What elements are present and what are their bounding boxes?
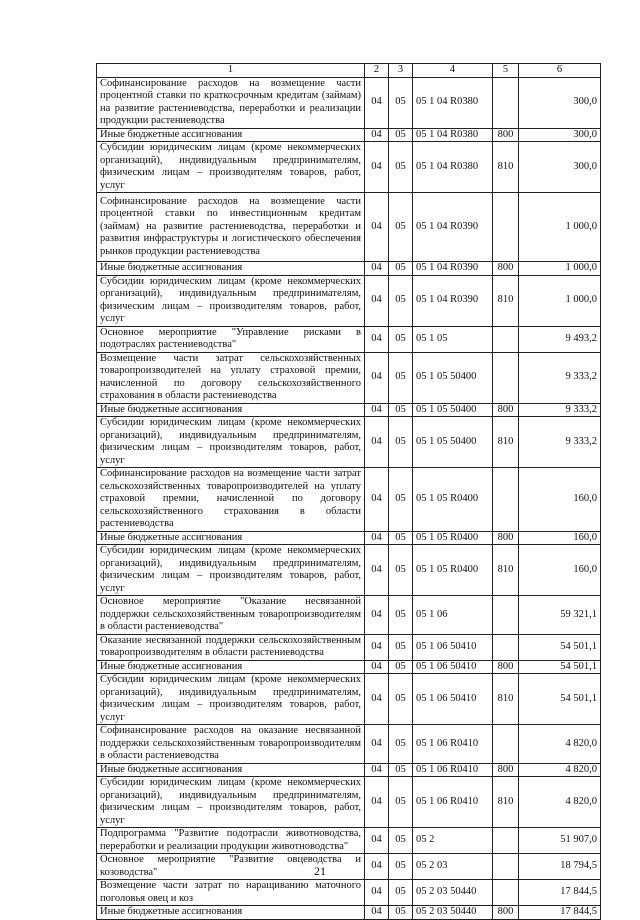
row-name-cell: Субсидии юридическим лицам (кроме некоммерческих организаций), индивидуальным предпринимателям, физическим лицам – производителям товаров, работ, услуг — [97, 142, 365, 193]
subsection-cell: 05 — [389, 403, 413, 417]
subsection-cell: 05 — [389, 763, 413, 777]
subsection-cell: 05 — [389, 531, 413, 545]
amount-cell: 160,0 — [519, 531, 601, 545]
subsection-cell: 05 — [389, 854, 413, 880]
subsection-cell: 05 — [389, 142, 413, 193]
table-row — [97, 193, 601, 262]
section-cell: 04 — [365, 352, 389, 403]
expense-type-cell — [493, 352, 519, 403]
row-name-cell: Софинансирование расходов на возмещение части процентной ставки по краткосрочным кредитам (займам) на развитие растениеводства, переработки и реализации продукции растениеводства — [97, 77, 365, 128]
expense-type-cell — [493, 193, 519, 262]
target-article-cell: 05 1 05 50400 — [413, 352, 493, 403]
target-article-cell: 05 1 06 50410 — [413, 674, 493, 725]
subsection-cell: 05 — [389, 880, 413, 906]
target-article-cell: 05 1 05 R0400 — [413, 545, 493, 596]
subsection-cell: 05 — [389, 777, 413, 828]
table-row — [97, 403, 601, 417]
expense-type-cell — [493, 596, 519, 635]
amount-cell: 300,0 — [519, 77, 601, 128]
subsection-cell: 05 — [389, 828, 413, 854]
section-cell: 04 — [365, 417, 389, 468]
subsection-cell: 05 — [389, 545, 413, 596]
expense-type-cell — [493, 880, 519, 906]
target-article-cell: 05 2 03 50440 — [413, 880, 493, 906]
budget-table — [96, 63, 601, 920]
subsection-cell: 05 — [389, 417, 413, 468]
row-name-cell: Иные бюджетные ассигнования — [97, 262, 365, 276]
expense-type-cell — [493, 77, 519, 128]
table-row — [97, 674, 601, 725]
amount-cell: 18 794,5 — [519, 854, 601, 880]
target-article-cell: 05 1 05 50400 — [413, 417, 493, 468]
subsection-cell: 05 — [389, 262, 413, 276]
section-cell: 04 — [365, 468, 389, 532]
subsection-cell: 05 — [389, 326, 413, 352]
target-article-cell: 05 1 04 R0380 — [413, 142, 493, 193]
row-name-cell: Субсидии юридическим лицам (кроме некоммерческих организаций), индивидуальным предпринимателям, физическим лицам – производителям товаров, работ, услуг — [97, 777, 365, 828]
table-row — [97, 660, 601, 674]
header-cell: 5 — [493, 64, 519, 78]
amount-cell: 4 820,0 — [519, 777, 601, 828]
page-number: 21 — [314, 864, 326, 878]
target-article-cell: 05 1 04 R0390 — [413, 262, 493, 276]
section-cell: 04 — [365, 275, 389, 326]
subsection-cell: 05 — [389, 468, 413, 532]
amount-cell: 17 844,5 — [519, 906, 601, 920]
table-row — [97, 531, 601, 545]
section-cell: 04 — [365, 880, 389, 906]
expense-type-cell: 810 — [493, 275, 519, 326]
amount-cell: 54 501,1 — [519, 674, 601, 725]
expense-type-cell: 810 — [493, 142, 519, 193]
expense-type-cell: 810 — [493, 777, 519, 828]
target-article-cell: 05 1 04 R0390 — [413, 275, 493, 326]
section-cell: 04 — [365, 262, 389, 276]
table-row — [97, 906, 601, 920]
expense-type-cell — [493, 468, 519, 532]
amount-cell: 54 501,1 — [519, 634, 601, 660]
amount-cell: 300,0 — [519, 128, 601, 142]
row-name-cell: Иные бюджетные ассигнования — [97, 906, 365, 920]
section-cell: 04 — [365, 545, 389, 596]
amount-cell: 160,0 — [519, 468, 601, 532]
table-row — [97, 880, 601, 906]
amount-cell: 54 501,1 — [519, 660, 601, 674]
row-name-cell: Иные бюджетные ассигнования — [97, 660, 365, 674]
row-name-cell: Подпрограмма "Развитие подотрасли животноводства, переработки и реализации продукции животноводства" — [97, 828, 365, 854]
table-row — [97, 275, 601, 326]
section-cell: 04 — [365, 906, 389, 920]
header-cell: 2 — [365, 64, 389, 78]
expense-type-cell — [493, 634, 519, 660]
amount-cell: 160,0 — [519, 545, 601, 596]
target-article-cell: 05 1 06 — [413, 596, 493, 635]
header-cell: 4 — [413, 64, 493, 78]
table-row — [97, 828, 601, 854]
row-name-cell: Возмещение части затрат сельскохозяйственных товаропроизводителей на уплату страховой премии, начисленной по договору сельскохозяйственного страхования в области растениеводства — [97, 352, 365, 403]
subsection-cell: 05 — [389, 275, 413, 326]
section-cell: 04 — [365, 193, 389, 262]
subsection-cell: 05 — [389, 725, 413, 764]
target-article-cell: 05 1 06 R0410 — [413, 763, 493, 777]
row-name-cell: Субсидии юридическим лицам (кроме некоммерческих организаций), индивидуальным предпринимателям, физическим лицам – производителям товаров, работ, услуг — [97, 545, 365, 596]
amount-cell: 9 333,2 — [519, 417, 601, 468]
row-name-cell: Субсидии юридическим лицам (кроме некоммерческих организаций), индивидуальным предпринимателям, физическим лицам – производителям товаров, работ, услуг — [97, 674, 365, 725]
subsection-cell: 05 — [389, 193, 413, 262]
section-cell: 04 — [365, 674, 389, 725]
expense-type-cell: 800 — [493, 660, 519, 674]
section-cell: 04 — [365, 403, 389, 417]
subsection-cell: 05 — [389, 128, 413, 142]
target-article-cell: 05 1 05 R0400 — [413, 468, 493, 532]
row-name-cell: Субсидии юридическим лицам (кроме некоммерческих организаций), индивидуальным предпринимателям, физическим лицам – производителям товаров, работ, услуг — [97, 417, 365, 468]
amount-cell: 4 820,0 — [519, 763, 601, 777]
section-cell: 04 — [365, 763, 389, 777]
section-cell: 04 — [365, 142, 389, 193]
expense-type-cell: 800 — [493, 262, 519, 276]
target-article-cell: 05 1 06 R0410 — [413, 777, 493, 828]
target-article-cell: 05 1 06 R0410 — [413, 725, 493, 764]
target-article-cell: 05 1 06 50410 — [413, 634, 493, 660]
row-name-cell: Основное мероприятие "Управление рисками в подотраслях растениеводства" — [97, 326, 365, 352]
row-name-cell: Оказание несвязанной поддержки сельскохозяйственным товаропроизводителям в области растениеводства — [97, 634, 365, 660]
table-row — [97, 545, 601, 596]
section-cell: 04 — [365, 596, 389, 635]
expense-type-cell: 800 — [493, 763, 519, 777]
amount-cell: 4 820,0 — [519, 725, 601, 764]
amount-cell: 59 321,1 — [519, 596, 601, 635]
subsection-cell: 05 — [389, 77, 413, 128]
amount-cell: 1 000,0 — [519, 193, 601, 262]
subsection-cell: 05 — [389, 674, 413, 725]
target-article-cell: 05 1 05 R0400 — [413, 531, 493, 545]
subsection-cell: 05 — [389, 660, 413, 674]
row-name-cell: Возмещение части затрат по наращиванию маточного поголовья овец и коз — [97, 880, 365, 906]
expense-type-cell: 810 — [493, 417, 519, 468]
row-name-cell: Иные бюджетные ассигнования — [97, 763, 365, 777]
table-row — [97, 262, 601, 276]
row-name-cell: Иные бюджетные ассигнования — [97, 128, 365, 142]
section-cell: 04 — [365, 326, 389, 352]
expense-type-cell: 800 — [493, 531, 519, 545]
table-row — [97, 725, 601, 764]
section-cell: 04 — [365, 777, 389, 828]
amount-cell: 1 000,0 — [519, 262, 601, 276]
row-name-cell: Софинансирование расходов на оказание несвязанной поддержки сельскохозяйственным товаропроизводителям в области растениеводства — [97, 725, 365, 764]
section-cell: 04 — [365, 828, 389, 854]
section-cell: 04 — [365, 725, 389, 764]
amount-cell: 51 907,0 — [519, 828, 601, 854]
target-article-cell: 05 2 03 — [413, 854, 493, 880]
target-article-cell: 05 1 04 R0380 — [413, 128, 493, 142]
table-row — [97, 777, 601, 828]
amount-cell: 17 844,5 — [519, 880, 601, 906]
header-cell: 3 — [389, 64, 413, 78]
target-article-cell: 05 2 03 50440 — [413, 906, 493, 920]
expense-type-cell — [493, 725, 519, 764]
target-article-cell: 05 1 05 — [413, 326, 493, 352]
target-article-cell: 05 1 04 R0390 — [413, 193, 493, 262]
table-row — [97, 77, 601, 128]
subsection-cell: 05 — [389, 634, 413, 660]
row-name-cell: Иные бюджетные ассигнования — [97, 531, 365, 545]
amount-cell: 9 333,2 — [519, 403, 601, 417]
section-cell: 04 — [365, 128, 389, 142]
section-cell: 04 — [365, 77, 389, 128]
target-article-cell: 05 1 04 R0380 — [413, 77, 493, 128]
amount-cell: 9 493,2 — [519, 326, 601, 352]
table-row — [97, 468, 601, 532]
row-name-cell: Основное мероприятие "Развитие овцеводства и козоводства" — [97, 854, 365, 880]
row-name-cell: Основное мероприятие "Оказание несвязанной поддержки сельскохозяйственным товаропроизводителям в области растениеводства" — [97, 596, 365, 635]
section-cell: 04 — [365, 854, 389, 880]
expense-type-cell: 800 — [493, 403, 519, 417]
section-cell: 04 — [365, 634, 389, 660]
subsection-cell: 05 — [389, 596, 413, 635]
table-row — [97, 352, 601, 403]
table-row — [97, 142, 601, 193]
row-name-cell: Иные бюджетные ассигнования — [97, 403, 365, 417]
row-name-cell: Софинансирование расходов на возмещение части процентной ставки по инвестиционным кредитам (займам) на развитие растениеводства, переработки и развития инфраструктуры и логистического обеспечения рынков продукции растениеводства — [97, 193, 365, 262]
target-article-cell: 05 2 — [413, 828, 493, 854]
row-name-cell: Субсидии юридическим лицам (кроме некоммерческих организаций), индивидуальным предпринимателям, физическим лицам – производителям товаров, работ, услуг — [97, 275, 365, 326]
section-cell: 04 — [365, 531, 389, 545]
table-row — [97, 596, 601, 635]
section-cell: 04 — [365, 660, 389, 674]
table-row — [97, 417, 601, 468]
expense-type-cell — [493, 326, 519, 352]
table-row — [97, 326, 601, 352]
expense-type-cell: 800 — [493, 128, 519, 142]
header-cell: 6 — [519, 64, 601, 78]
expense-type-cell: 810 — [493, 545, 519, 596]
subsection-cell: 05 — [389, 906, 413, 920]
target-article-cell: 05 1 05 50400 — [413, 403, 493, 417]
subsection-cell: 05 — [389, 352, 413, 403]
amount-cell: 1 000,0 — [519, 275, 601, 326]
expense-type-cell: 810 — [493, 674, 519, 725]
table-row — [97, 763, 601, 777]
table-header-row — [97, 64, 601, 78]
amount-cell: 300,0 — [519, 142, 601, 193]
expense-type-cell: 800 — [493, 906, 519, 920]
amount-cell: 9 333,2 — [519, 352, 601, 403]
header-cell: 1 — [97, 64, 365, 78]
row-name-cell: Софинансирование расходов на возмещение части затрат сельскохозяйственных товаропроизводителей на уплату страховой премии, начисленной по договору сельскохозяйственного страхования в области растениеводства — [97, 468, 365, 532]
table-row — [97, 634, 601, 660]
table-row — [97, 128, 601, 142]
expense-type-cell — [493, 828, 519, 854]
target-article-cell: 05 1 06 50410 — [413, 660, 493, 674]
